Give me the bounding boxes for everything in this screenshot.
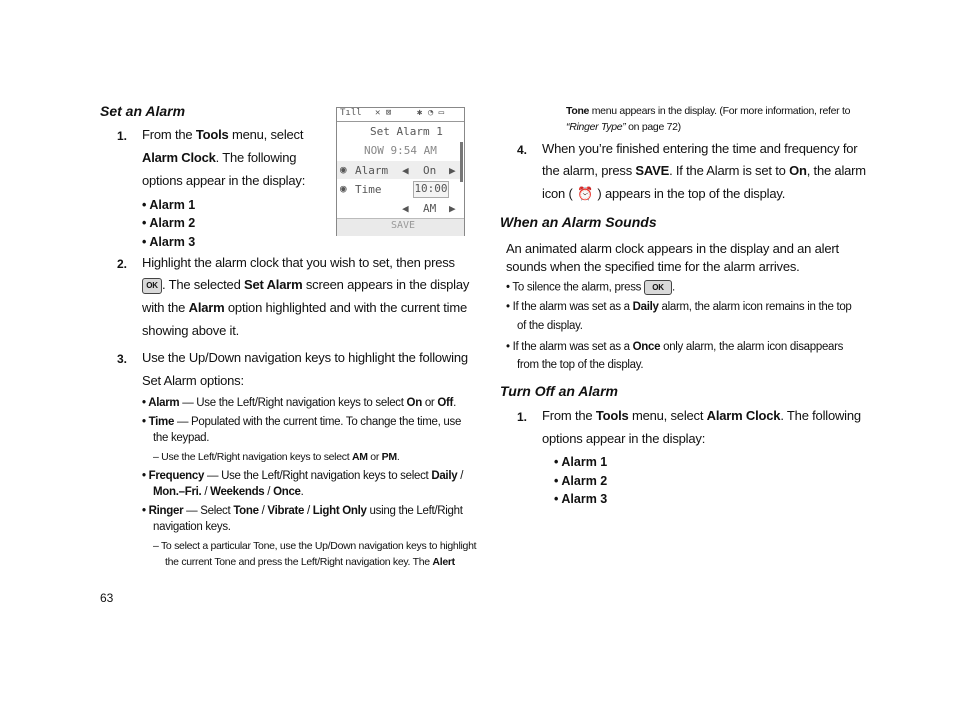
list-item: • Alarm 1 (142, 198, 196, 212)
paragraph-line1: An animated alarm clock appears in the display and an alert (506, 241, 839, 256)
step2-line3: with the Alarm option highlighted and with the current time (142, 300, 467, 315)
turnoff-step1-line1: From the Tools menu, select Alarm Clock. The following (542, 408, 861, 423)
option-ringer-line2: navigation keys. (153, 521, 231, 533)
bullet-silence: • To silence the alarm, press OK . (506, 281, 675, 294)
option-ringer-sub-line2: the current Tone and press the Left/Right navigation key. The Alert (165, 556, 455, 568)
section-heading-alarm-sounds: When an Alarm Sounds (500, 214, 657, 230)
bullet-daily-line2: of the display. (517, 320, 583, 332)
step-number: 4. (517, 143, 528, 157)
message-icon: ⊠ (385, 108, 392, 118)
step-number: 1. (517, 410, 528, 424)
continued-text: Tone menu appears in the display. (For more information, refer to (566, 105, 851, 117)
list-item: • Alarm 3 (142, 235, 196, 249)
section-heading-set-alarm: Set an Alarm (100, 103, 186, 119)
step-number: 2. (117, 257, 128, 271)
step-number: 1. (117, 129, 128, 143)
ampm-value: AM (423, 202, 437, 215)
option-alarm: • Alarm — Use the Left/Right navigation keys to select On or Off. (142, 397, 456, 409)
phone-screen-illustration (336, 107, 465, 236)
step2-line2: OK . The selected Set Alarm screen appears in the display (142, 277, 469, 294)
alarm-value: On (423, 164, 437, 177)
scrollbar (460, 142, 463, 182)
list-item: • Alarm 1 (554, 455, 608, 469)
alarm-icon: ◉ (340, 163, 347, 176)
option-time: • Time — Populated with the current time. To change the time, use (142, 416, 462, 428)
current-time: NOW 9:54 AM (364, 144, 437, 157)
left-arrow-icon: ◀ (402, 202, 409, 215)
right-arrow-icon: ▶ (449, 164, 456, 177)
step4-line3: icon ( ⏰ ) appears in the top of the display. (542, 186, 786, 201)
step1-line2: Alarm Clock. The following (142, 150, 297, 165)
time-label: Time (355, 183, 382, 196)
option-ringer-sub: – To select a particular Tone, use the Up/Down navigation keys to highlight (153, 540, 477, 552)
option-frequency: • Frequency — Use the Left/Right navigation keys to select Daily / (142, 470, 464, 482)
bullet-once: • If the alarm was set as a Once only alarm, the alarm icon disappears (506, 341, 844, 353)
list-item: • Alarm 3 (554, 492, 608, 506)
step3-line2: Set Alarm options: (142, 373, 244, 388)
option-frequency-line2: Mon.–Fri. / Weekends / Once. (153, 486, 304, 498)
bullet-daily: • If the alarm was set as a Daily alarm, the alarm icon remains in the top (506, 301, 852, 313)
option-time-sub: – Use the Left/Right navigation keys to select AM or PM. (153, 451, 400, 463)
turnoff-step1-line2: options appear in the display: (542, 431, 706, 446)
list-item: • Alarm 2 (554, 474, 608, 488)
softkey-save: SAVE (391, 220, 416, 231)
step3-line1: Use the Up/Down navigation keys to highlight the following (142, 350, 468, 365)
step4-line1: When you’re finished entering the time and frequency for (542, 141, 858, 156)
phone-title: Set Alarm 1 (370, 125, 443, 138)
step-number: 3. (117, 352, 128, 366)
status-icons (375, 108, 391, 118)
paragraph-line2: sounds when the specified time for the alarm arrives. (506, 259, 800, 274)
step4-line2: the alarm, press SAVE. If the Alarm is set to On, the alarm (542, 163, 866, 178)
ok-key-icon: OK (644, 280, 672, 295)
clock-icon: ◉ (340, 182, 347, 195)
step2-line1: Highlight the alarm clock that you wish to set, then press (142, 255, 455, 270)
page-number: 63 (100, 591, 114, 605)
bullet-once-line2: from the top of the display. (517, 359, 644, 371)
option-time-line2: the keypad. (153, 432, 210, 444)
list-item: • Alarm 2 (142, 216, 196, 230)
step1-line1: From the Tools menu, select (142, 127, 304, 142)
battery-icon: ✱ ◔ ▭ (417, 108, 445, 118)
step1-line3: options appear in the display: (142, 173, 306, 188)
time-value: 10:00 (413, 181, 449, 198)
mute-icon: ✕ (375, 108, 381, 118)
left-arrow-icon: ◀ (402, 164, 409, 177)
step2-line4: showing above it. (142, 323, 240, 338)
option-ringer: • Ringer — Select Tone / Vibrate / Light Only using the Left/Right (142, 505, 463, 517)
alarm-label: Alarm (355, 164, 389, 177)
ok-key-icon: OK (142, 278, 162, 294)
right-arrow-icon: ▶ (449, 202, 456, 215)
section-heading-turn-off: Turn Off an Alarm (500, 383, 618, 399)
alarm-clock-icon: ⏰ (577, 186, 594, 201)
continued-ref: “Ringer Type” on page 72) (566, 121, 681, 133)
signal-icon: Tıll (340, 108, 362, 118)
